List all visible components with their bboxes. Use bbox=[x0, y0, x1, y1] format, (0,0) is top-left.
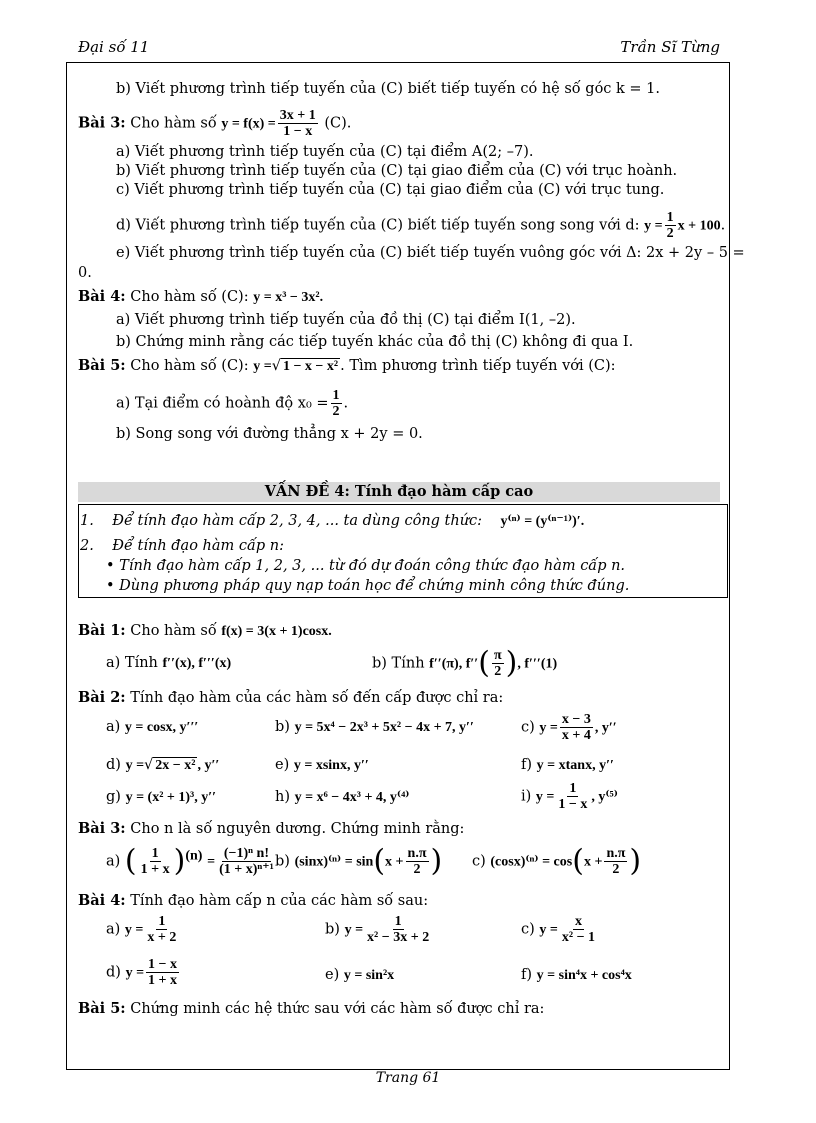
frac-den: 1 − x bbox=[558, 797, 588, 812]
box-item-1-text: Để tính đạo hàm cấp 2, 3, 4, ... ta dùng công thức: bbox=[112, 513, 483, 529]
box-item-1 bbox=[80, 512, 584, 531]
item-sqrt: 2x − x² bbox=[155, 758, 196, 773]
box-bullet-1: • Tính đạo hàm cấp 1, 2, 3, ... từ đó dự đoán công thức đạo hàm cấp n. bbox=[106, 558, 626, 574]
s2-bai3-label: Bài 3: bbox=[78, 820, 126, 837]
item-frac bbox=[145, 914, 178, 945]
s1-d-post: x + 100 bbox=[677, 218, 721, 234]
page-number: Trang 61 bbox=[375, 1070, 441, 1086]
s1-bai5: Bài 5: Cho hàm số (C): y =√ 1 − x − x² . Tìm phương trình tiếp tuyến với (C): bbox=[78, 357, 616, 374]
s2-bai5-text: Chứng minh các hệ thức sau với các hàm số được chỉ ra: bbox=[130, 1001, 545, 1017]
s2-r1-b bbox=[275, 718, 474, 737]
s1-bai3-label: Bài 3: bbox=[78, 114, 126, 132]
s2-bai5-label: Bài 5: bbox=[78, 1000, 126, 1017]
s1-bai5-a: a) Tại điểm có hoành độ x₀ = $\frac{1}{2}$ . bbox=[116, 388, 349, 419]
item-label: b) bbox=[325, 921, 340, 938]
frac-num: 1 − x bbox=[148, 957, 178, 972]
item-label: b) bbox=[275, 719, 290, 735]
item-formula: y = bbox=[125, 965, 145, 981]
s1-e2: 0. bbox=[78, 265, 92, 281]
s1-bai5-b: b) Song song với đường thẳng x + 2y = 0. bbox=[116, 426, 423, 442]
s2-r1-a bbox=[106, 718, 198, 737]
s1-bai4-label: Bài 4: bbox=[78, 288, 126, 305]
frac-den: 2 bbox=[612, 862, 620, 877]
s1-bai5-text: Cho hàm số (C): bbox=[130, 358, 249, 374]
item-frac bbox=[146, 957, 179, 988]
box-bullet-1-text: Tính đạo hàm cấp 1, 2, 3, ... từ đó dự đoán công thức đạo hàm cấp n. bbox=[119, 558, 626, 574]
s1-bai4-a: a) Viết phương trình tiếp tuyến của đồ thị (C) tại điểm I(1, –2). bbox=[116, 312, 576, 328]
s2-bai1 bbox=[78, 622, 332, 641]
s2-bai1-a-text: a) Tính bbox=[106, 655, 158, 671]
s2-bai2-text: Tính đạo hàm của các hàm số đến cấp được chỉ ra: bbox=[130, 690, 504, 706]
frac-num: x − 3 bbox=[561, 712, 591, 727]
item-label: e) bbox=[325, 967, 340, 983]
frac-num: n.π bbox=[606, 846, 626, 861]
s1-bai3-tail: (C). bbox=[324, 115, 352, 132]
s1-a: a) Viết phương trình tiếp tuyến của (C) tại điểm A(2; –7). bbox=[116, 144, 534, 160]
item-label: h) bbox=[275, 789, 290, 805]
item-formula: y = 5x⁴ − 2x³ + 5x² − 4x + 7, y′′ bbox=[294, 720, 474, 735]
item-formula: y = bbox=[535, 789, 555, 805]
s2-q-f bbox=[521, 966, 632, 985]
s2-bai3-text: Cho n là số nguyên dương. Chứng minh rằng: bbox=[130, 821, 465, 837]
item-formula: y = bbox=[539, 922, 558, 938]
item-formula: (cosx)⁽ⁿ⁾ = cos bbox=[490, 854, 573, 870]
s2-r2-e bbox=[275, 756, 369, 775]
box-item-2 bbox=[80, 537, 284, 555]
frac-num: 1 bbox=[569, 781, 577, 796]
s1-bai4-text: Cho hàm số (C): bbox=[130, 289, 249, 305]
s1-e: e) Viết phương trình tiếp tuyến của (C) biết tiếp tuyến vuông góc với Δ: 2x + 2y – 5 = bbox=[116, 245, 745, 261]
item-label: f) bbox=[521, 757, 533, 773]
frac-num: 3x + 1 bbox=[279, 108, 316, 123]
s2-bai2-label: Bài 2: bbox=[78, 689, 126, 706]
s1-line-b: b) Viết phương trình tiếp tuyến của (C) biết tiếp tuyến có hệ số góc k = 1. bbox=[116, 81, 661, 97]
s2-bai2 bbox=[78, 689, 503, 707]
s2-bai1-b-frac bbox=[492, 648, 504, 679]
box-item-1-num: 1. bbox=[80, 513, 94, 529]
item-formula: y = sin²x bbox=[343, 968, 395, 983]
frac-den: 2 bbox=[494, 664, 502, 679]
s2-q-b bbox=[325, 914, 433, 945]
s2-bai1-label: Bài 1: bbox=[78, 622, 126, 639]
s2-q-a bbox=[106, 914, 180, 945]
item-formula: y = cosx, y′′′ bbox=[124, 720, 199, 735]
item-label: b) bbox=[275, 853, 290, 870]
frac-num: 1 bbox=[332, 388, 340, 403]
s1-bai3-text: Cho hàm số bbox=[130, 115, 217, 132]
frac-num: 1 bbox=[158, 914, 166, 929]
s1-d-frac bbox=[665, 210, 676, 241]
s1-d: d) Viết phương trình tiếp tuyến của (C) biết tiếp tuyến song song với d: y = $\frac{1}{2}$ x + 100. bbox=[116, 210, 726, 241]
s1-b: b) Viết phương trình tiếp tuyến của (C) tại giao điểm của (C) với trục hoành. bbox=[116, 163, 678, 179]
item-label: c) bbox=[472, 853, 486, 870]
s1-bai5-a-eq: x₀ = bbox=[297, 395, 329, 412]
s1-bai4-b: b) Chứng minh rằng các tiếp tuyến khác của đồ thị (C) không đi qua I. bbox=[116, 334, 634, 350]
frac-num: π bbox=[493, 648, 502, 663]
s1-bai5-tail: . Tìm phương trình tiếp tuyến với (C): bbox=[340, 358, 616, 374]
frac-den: (1 + x)ⁿ⁺¹ bbox=[219, 862, 274, 877]
frac-den: 1 + x bbox=[148, 973, 178, 988]
item-tail: , y′′ bbox=[197, 758, 220, 773]
s2-bai4 bbox=[78, 892, 428, 910]
s2-bai1-b-f1: f′′(π), f′′ bbox=[429, 656, 479, 672]
item-tail: , y⁽⁵⁾ bbox=[591, 789, 618, 805]
s1-c: c) Viết phương trình tiếp tuyến của (C) tại giao điểm của (C) với trục tung. bbox=[116, 182, 665, 198]
box-item-2-text: Để tính đạo hàm cấp n: bbox=[112, 538, 284, 554]
item-arg: x + bbox=[583, 854, 603, 870]
s2-q-c bbox=[521, 914, 599, 945]
item-formula: y = (x² + 1)³, y′′ bbox=[125, 790, 217, 805]
s2-r2-f bbox=[521, 756, 614, 775]
s2-q-e bbox=[325, 966, 394, 985]
frac-den: 2 bbox=[666, 226, 674, 241]
item-label: c) bbox=[521, 921, 535, 938]
item-eq: = bbox=[207, 854, 216, 870]
item-frac bbox=[365, 914, 431, 945]
item-frac bbox=[560, 712, 593, 743]
item-formula: y = xtanx, y′′ bbox=[536, 758, 614, 773]
item-tail: , y′′ bbox=[594, 720, 617, 736]
s2-r3-h bbox=[275, 788, 409, 807]
s1-d-text: d) Viết phương trình tiếp tuyến của (C) biết tiếp tuyến song song với d: bbox=[116, 217, 640, 234]
s2-r3-g bbox=[106, 788, 216, 807]
item-frac bbox=[604, 846, 627, 877]
item-label: c) bbox=[521, 719, 535, 736]
s1-bai3-frac bbox=[278, 108, 318, 139]
s1-bai5-sqrt: 1 − x − x² bbox=[282, 359, 339, 374]
item-formula: y = bbox=[124, 922, 144, 938]
item-arg: x + bbox=[385, 854, 404, 870]
s2-bai1-a-f: f′′(x), f′′′(x) bbox=[162, 656, 232, 671]
s2-r3-i bbox=[521, 781, 618, 812]
header-right: Trần Sĩ Từng bbox=[620, 38, 720, 56]
item-formula: y = sin⁴x + cos⁴x bbox=[536, 968, 632, 983]
item-label: e) bbox=[275, 757, 290, 773]
item-frac bbox=[406, 846, 429, 877]
box-item-2-num: 2. bbox=[80, 538, 94, 554]
s2-r2-d: d) y =√ 2x − x² , y′′ bbox=[106, 757, 220, 773]
frac-num: (−1)ⁿ n! bbox=[223, 846, 269, 861]
s1-bai5-a-frac bbox=[331, 388, 342, 419]
frac-den: 1 − x bbox=[283, 124, 313, 139]
s2-bai1-text: Cho hàm số bbox=[130, 623, 217, 639]
item-label: d) bbox=[106, 964, 121, 981]
frac-num: 1 bbox=[394, 914, 402, 929]
s2-r1-c bbox=[521, 712, 617, 743]
s2-bai4-label: Bài 4: bbox=[78, 892, 126, 909]
frac-num: x bbox=[574, 914, 582, 929]
item-formula: y = bbox=[125, 758, 145, 773]
item-formula: y = x⁶ − 4x³ + 4, y⁽⁴⁾ bbox=[294, 790, 410, 805]
frac-den: x² − 3x + 2 bbox=[367, 930, 430, 945]
frac-num: 1 bbox=[151, 846, 159, 861]
frac-den: 2 bbox=[332, 404, 340, 419]
frac-num: 1 bbox=[666, 210, 674, 225]
s2-bai1-b-text: b) Tính bbox=[372, 655, 425, 672]
box-item-1-formula: y⁽ⁿ⁾ = (y⁽ⁿ⁻¹⁾)′. bbox=[500, 514, 585, 529]
item-label: f) bbox=[521, 967, 533, 983]
s2-bai4-text: Tính đạo hàm cấp n của các hàm số sau: bbox=[130, 893, 429, 909]
s1-bai4-fn: y = x³ − 3x². bbox=[253, 290, 324, 305]
item-frac bbox=[560, 914, 597, 945]
item-frac bbox=[139, 846, 172, 877]
s2-bai3 bbox=[78, 820, 464, 838]
s1-bai3 bbox=[78, 108, 351, 139]
s1-bai4 bbox=[78, 288, 323, 307]
item-formula: (sinx)⁽ⁿ⁾ = sin bbox=[294, 854, 374, 870]
s1-bai3-fn: y = f(x) = bbox=[221, 116, 276, 132]
frac-den: x + 2 bbox=[147, 930, 177, 945]
s1-bai5-pre: y = bbox=[253, 359, 272, 374]
item-label: a) bbox=[106, 853, 121, 870]
item-exp: (n) bbox=[185, 848, 203, 864]
frac-den: 2 bbox=[413, 862, 421, 877]
frac-num: n.π bbox=[407, 846, 427, 861]
box-bullet-2: • Dùng phương pháp quy nạp toán học để chứng minh công thức đúng. bbox=[106, 578, 630, 594]
item-label: a) bbox=[106, 921, 121, 938]
item-frac bbox=[556, 781, 589, 812]
s2-p-c: c) (cosx)⁽ⁿ⁾ = cos(x + $\frac{n.\pi}{2}$ ) bbox=[472, 843, 642, 879]
s1-d-pre: y = bbox=[644, 218, 663, 234]
s2-q-d bbox=[106, 957, 181, 988]
s2-bai1-a bbox=[106, 654, 231, 673]
item-formula: y = xsinx, y′′ bbox=[293, 758, 369, 773]
section-banner: VẤN ĐỀ 4: Tính đạo hàm cấp cao bbox=[78, 482, 720, 502]
item-frac-right bbox=[217, 846, 276, 877]
frac-den: x + 4 bbox=[561, 728, 591, 743]
s2-bai1-fn: f(x) = 3(x + 1)cosx. bbox=[221, 624, 332, 639]
item-label: g) bbox=[106, 789, 121, 805]
item-label: a) bbox=[106, 719, 121, 735]
frac-den: 1 + x bbox=[140, 862, 170, 877]
s1-bai5-label: Bài 5: bbox=[78, 357, 126, 374]
header-left: Đại số 11 bbox=[78, 38, 150, 56]
s2-p-b: b) (sinx)⁽ⁿ⁾ = sin(x + $\frac{n.\pi}{2}$ ) bbox=[275, 843, 443, 879]
s1-bai5-a-text: a) Tại điểm có hoành độ bbox=[116, 395, 294, 412]
s2-bai1-b: b) Tính f′′(π), f′′( $\frac{\pi}{2}$ ), f′′′(1) bbox=[372, 645, 558, 681]
box-bullet-2-text: Dùng phương pháp quy nạp toán học để chứng minh công thức đúng. bbox=[119, 578, 630, 594]
item-formula: y = bbox=[344, 922, 364, 938]
frac-den: x² − 1 bbox=[561, 930, 596, 945]
s2-bai1-b-f2: , f′′′(1) bbox=[517, 656, 558, 672]
s2-p-a: a) ( $\frac{1}{1 + x}$ )$^{(n)}$ = $\frac{\text{(−1)ⁿ n!}}{\text{(1 + x)ⁿ⁺¹}}$ bbox=[106, 843, 274, 879]
item-label: i) bbox=[521, 788, 532, 805]
s2-bai5 bbox=[78, 1000, 544, 1018]
item-formula: y = bbox=[539, 720, 558, 736]
item-label: d) bbox=[106, 757, 121, 773]
